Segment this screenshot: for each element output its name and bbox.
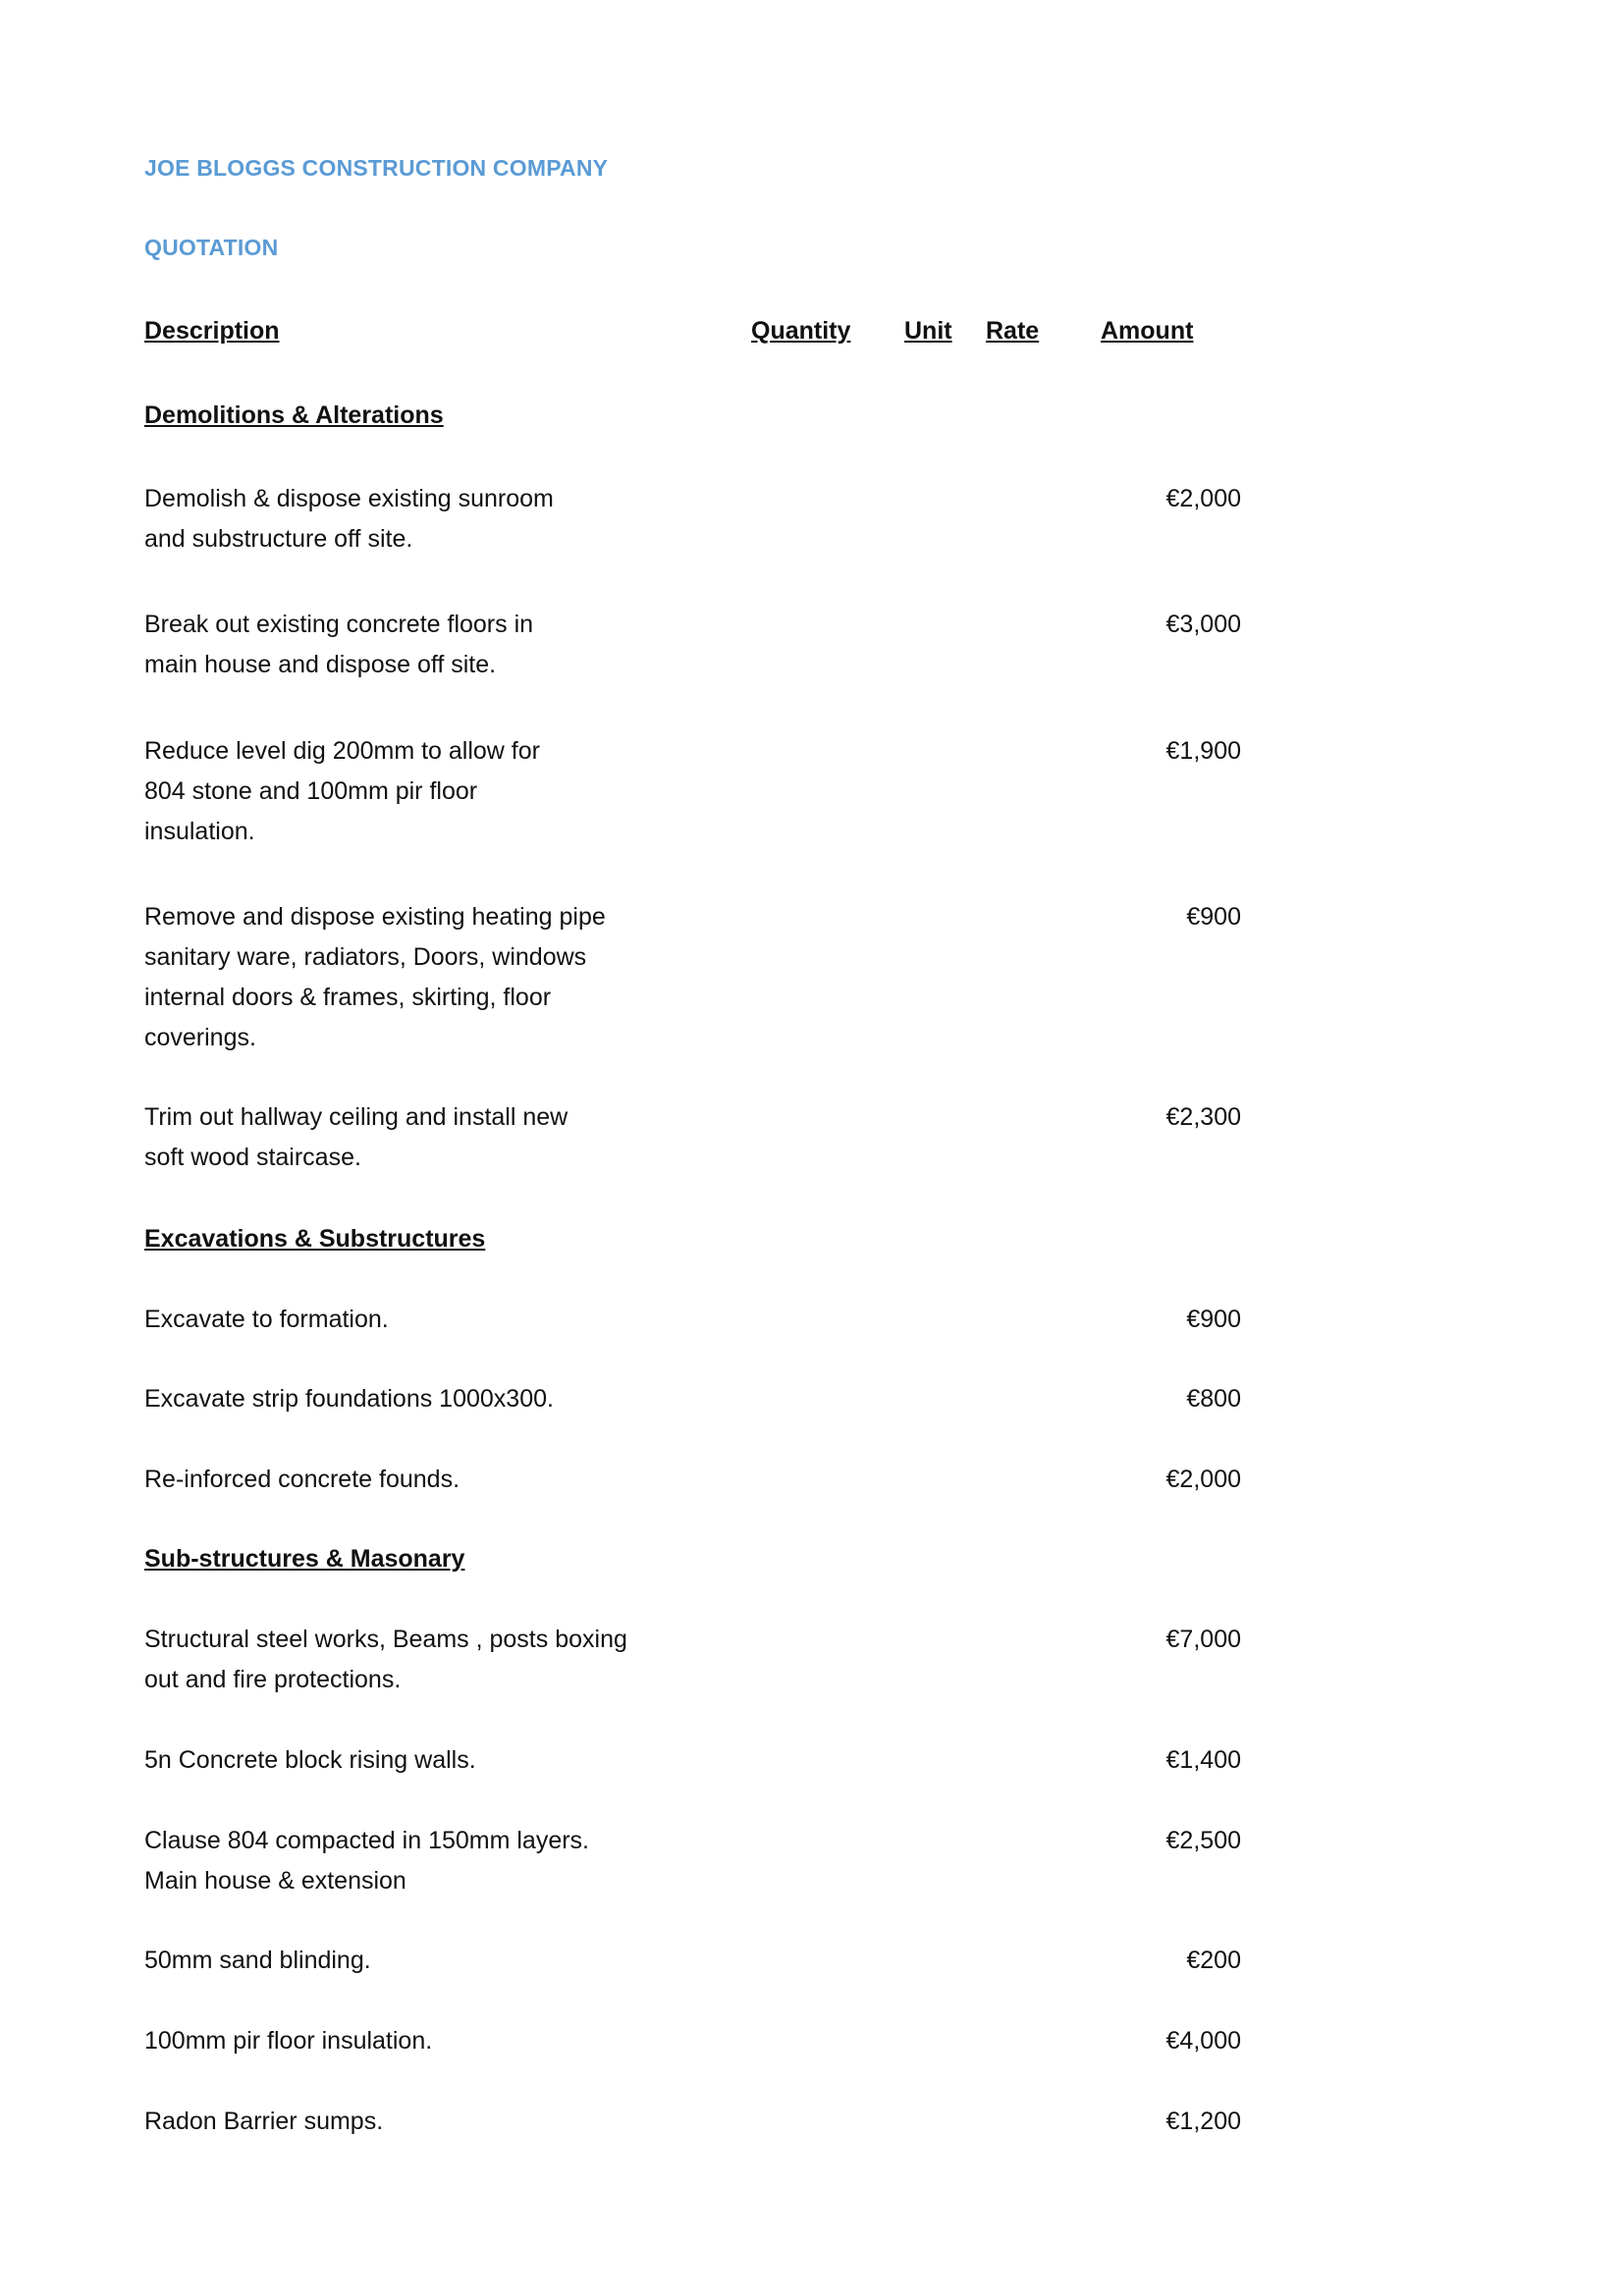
line-item-description: Reduce level dig 200mm to allow for 804 stone and 100mm pir floor insulation.: [144, 737, 540, 845]
line-item-description: Excavate strip foundations 1000x300.: [144, 1385, 554, 1413]
line-item-amount: €900: [1186, 1306, 1241, 1333]
line-item-description: Remove and dispose existing heating pipe sanitary ware, radiators, Doors, windows internal doors & frames, skirting, floor coverings.: [144, 903, 606, 1051]
line-item-description: Break out existing concrete floors in main house and dispose off site.: [144, 611, 534, 678]
column-header-unit: Unit: [904, 317, 952, 345]
company-name: JOE BLOGGS CONSTRUCTION COMPANY: [144, 155, 609, 181]
column-header-description: Description: [144, 317, 280, 345]
column-header-quantity: Quantity: [751, 317, 851, 345]
line-item-description: 5n Concrete block rising walls.: [144, 1746, 476, 1774]
line-item-description: Demolish & dispose existing sunroom and substructure off site.: [144, 485, 554, 553]
line-item-amount: €2,500: [1165, 1827, 1241, 1854]
line-item-amount: €3,000: [1165, 611, 1241, 638]
line-item-description: Excavate to formation.: [144, 1306, 389, 1333]
line-item-amount: €800: [1186, 1385, 1241, 1413]
line-item-amount: €2,300: [1165, 1103, 1241, 1131]
line-item-description: 50mm sand blinding.: [144, 1947, 371, 1974]
line-item-amount: €2,000: [1165, 1466, 1241, 1493]
line-item-description: Re-inforced concrete founds.: [144, 1466, 460, 1493]
line-item-amount: €900: [1186, 903, 1241, 931]
section-title-masonry: Sub-structures & Masonary: [144, 1545, 465, 1573]
section-title-demolitions: Demolitions & Alterations: [144, 401, 444, 429]
line-item-description: Structural steel works, Beams , posts boxing out and fire protections.: [144, 1626, 627, 1693]
column-header-amount: Amount: [1101, 317, 1194, 345]
line-item-amount: €7,000: [1165, 1626, 1241, 1653]
line-item-amount: €1,400: [1165, 1746, 1241, 1774]
line-item-description: Trim out hallway ceiling and install new soft wood staircase.: [144, 1103, 568, 1171]
line-item-amount: €4,000: [1165, 2027, 1241, 2055]
line-item-description: Clause 804 compacted in 150mm layers. Main house & extension: [144, 1827, 590, 1895]
line-item-amount: €200: [1186, 1947, 1241, 1974]
line-item-amount: €1,900: [1165, 737, 1241, 765]
column-header-rate: Rate: [986, 317, 1040, 345]
line-item-description: Radon Barrier sumps.: [144, 2108, 384, 2135]
section-title-excavations: Excavations & Substructures: [144, 1225, 486, 1253]
line-item-amount: €2,000: [1165, 485, 1241, 512]
line-item-description: 100mm pir floor insulation.: [144, 2027, 433, 2055]
document-title: QUOTATION: [144, 235, 279, 260]
line-item-amount: €1,200: [1165, 2108, 1241, 2135]
